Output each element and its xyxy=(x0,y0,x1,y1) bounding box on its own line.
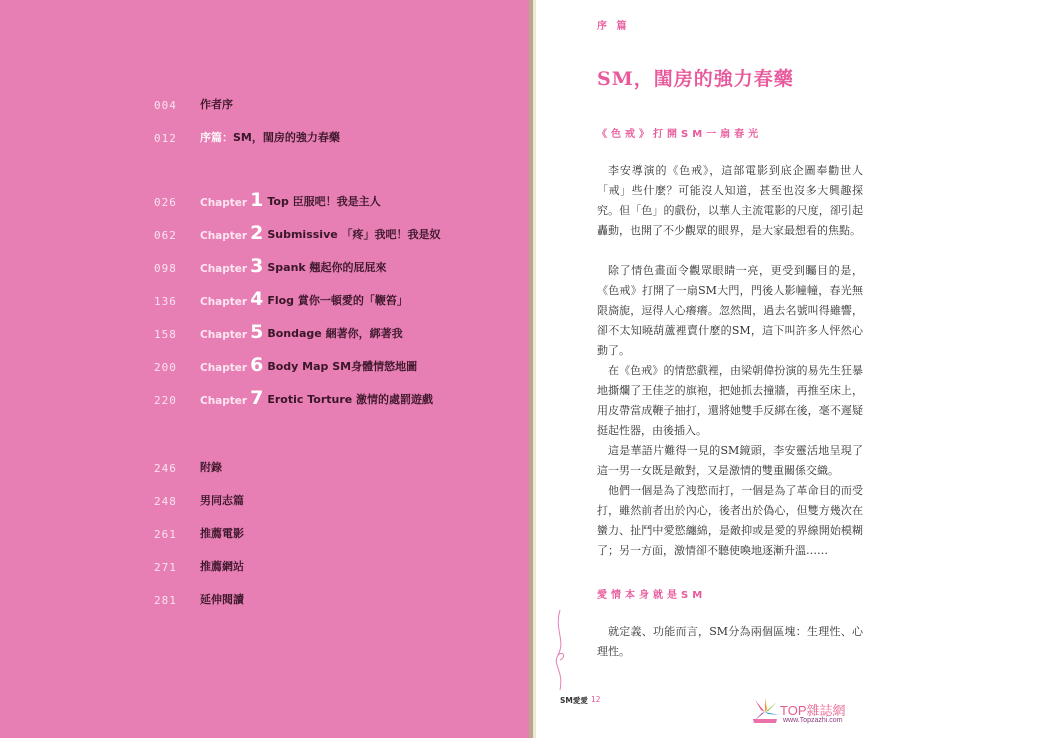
chapter-title: Flog 賞你一頓愛的「鞭笞」 xyxy=(267,294,408,307)
toc-entry-chapter-5[interactable] xyxy=(154,321,403,341)
toc-page-number: 062 xyxy=(154,229,177,242)
toc-page-number: 200 xyxy=(154,361,177,374)
chapter-title: Bondage 綑著你，綁著我 xyxy=(267,327,403,340)
toc-page-number: 281 xyxy=(154,594,177,607)
chapter-number: 7 xyxy=(250,387,264,409)
chapter-number: 2 xyxy=(250,222,264,244)
toc-title: 附錄 xyxy=(200,461,222,474)
toc-title: SM，閨房的強力春藥 xyxy=(233,131,340,144)
chapter-word: Chapter xyxy=(200,362,248,374)
decorative-vine-icon xyxy=(550,610,570,690)
body-paragraph: 除了情色畫面令觀眾眼睛一亮，更受到矚目的是，《色戒》打開了一扇SM大門，門後人影幢幢，春光無限旖旎，逗得人心癢癢。忽然間，過去名號叫得雖響，卻不太知曉葫蘆裡賣什麼的SM，這下叫許多人怦然心動了。 xyxy=(597,264,863,357)
toc-page-number: 271 xyxy=(154,561,177,574)
page-number: 12 xyxy=(591,695,601,704)
chapter-word: Chapter xyxy=(200,197,248,209)
body-paragraph: 李安導演的《色戒》，這部電影到底企圖奉勸世人「戒」些什麼？可能沒人知道，甚至也沒多大興趣探究。但「色」的戲份，以華人主流電影的尺度，卻引起轟動，也開了不少觀眾的眼界，是大家最想看的焦點。 xyxy=(597,164,863,237)
toc-entry-further-reading[interactable] xyxy=(154,587,244,607)
chapter-number: 4 xyxy=(250,288,264,310)
toc-title: 推薦電影 xyxy=(200,527,244,540)
toc-title: 作者序 xyxy=(200,98,233,111)
toc-entry-preface[interactable] xyxy=(154,92,233,112)
chapter-title: Spank 翹起你的屁屁來 xyxy=(267,261,387,274)
chapter-number: 1 xyxy=(250,189,264,211)
toc-page-number: 158 xyxy=(154,328,177,341)
toc-entry-chapter-6[interactable] xyxy=(154,354,417,374)
toc-entry-recommended-sites[interactable] xyxy=(154,554,244,574)
watermark-url: www.Topzazhi.com xyxy=(783,717,843,724)
page-title: SM，閨房的強力春藥 xyxy=(597,68,794,90)
chapter-number: 3 xyxy=(250,255,264,277)
chapter-title: Body Map SM身體情慾地圖 xyxy=(267,360,418,373)
toc-page-number: 248 xyxy=(154,495,177,508)
toc-title: 推薦網站 xyxy=(200,560,244,573)
toc-prefix: 序篇： xyxy=(200,131,233,144)
toc-entry-chapter-1[interactable] xyxy=(154,189,381,209)
toc-page-number: 261 xyxy=(154,528,177,541)
toc-entry-chapter-4[interactable] xyxy=(154,288,408,308)
chapter-number: 5 xyxy=(250,321,264,343)
chapter-title: Submissive 「疼」我吧！我是奴 xyxy=(267,228,441,241)
subheading-love-is-sm: 愛情本身就是SM xyxy=(597,590,707,601)
chapter-word: Chapter xyxy=(200,230,248,242)
body-paragraph: 在《色戒》的情慾戲裡，由梁朝偉扮演的易先生狂暴地撕爛了王佳芝的旗袍，把她抓去撞牆，再推至床上，用皮帶當成鞭子抽打，還將她雙手反綁在後，毫不遲疑挺起性器，由後插入。 xyxy=(597,364,863,437)
chapter-word: Chapter xyxy=(200,395,248,407)
toc-entry-appendix[interactable] xyxy=(154,455,222,475)
section-tag: 序 篇 xyxy=(597,21,630,32)
toc-page-number: 098 xyxy=(154,262,177,275)
toc-page-number: 246 xyxy=(154,462,177,475)
body-paragraph: 這是華語片難得一見的SM鏡頭，李安靈活地呈現了這一男一女既是敵對，又是激情的雙重關係交織。 xyxy=(597,444,863,477)
footer-brand: SM愛愛 xyxy=(560,696,588,705)
toc-page-number: 220 xyxy=(154,394,177,407)
toc-entry-chapter-3[interactable] xyxy=(154,255,387,275)
toc-page-number: 004 xyxy=(154,99,177,112)
chapter-word: Chapter xyxy=(200,263,248,275)
chapter-title: Erotic Torture 激情的處罰遊戲 xyxy=(267,393,434,406)
chapter-word: Chapter xyxy=(200,329,248,341)
toc-title: 延伸閱讀 xyxy=(200,593,244,606)
toc-page-number: 026 xyxy=(154,196,177,209)
toc-page-number: 136 xyxy=(154,295,177,308)
chapter-title: Top 臣服吧！我是主人 xyxy=(267,195,381,208)
toc-entry-chapter-7[interactable] xyxy=(154,387,433,407)
body-paragraph: 就定義、功能而言，SM分為兩個區塊：生理性、心理性。 xyxy=(597,625,863,658)
toc-page-number: 012 xyxy=(154,132,177,145)
toc-title: 男同志篇 xyxy=(200,494,244,507)
toc-entry-prologue[interactable] xyxy=(154,125,340,145)
toc-entry-gay-section[interactable] xyxy=(154,488,244,508)
body-paragraph: 他們一個是為了洩慾而打，一個是為了革命目的而受打，雖然前者出於內心，後者出於偽心，但雙方幾次在蠻力、扯鬥中愛慾纏綿，是敵抑或是愛的界線開始模糊了；另一方面，激情卻不聽使喚地逐漸升溫…… xyxy=(597,484,863,557)
chapter-word: Chapter xyxy=(200,296,248,308)
toc-entry-recommended-films[interactable] xyxy=(154,521,244,541)
subheading-lust-caution: 《色戒》打開SM一扇春光 xyxy=(597,129,763,140)
toc-entry-chapter-2[interactable] xyxy=(154,222,441,242)
watermark-text: TOP雜誌網 xyxy=(780,703,846,718)
chapter-number: 6 xyxy=(250,354,264,376)
watermark-logo-icon xyxy=(750,697,780,727)
